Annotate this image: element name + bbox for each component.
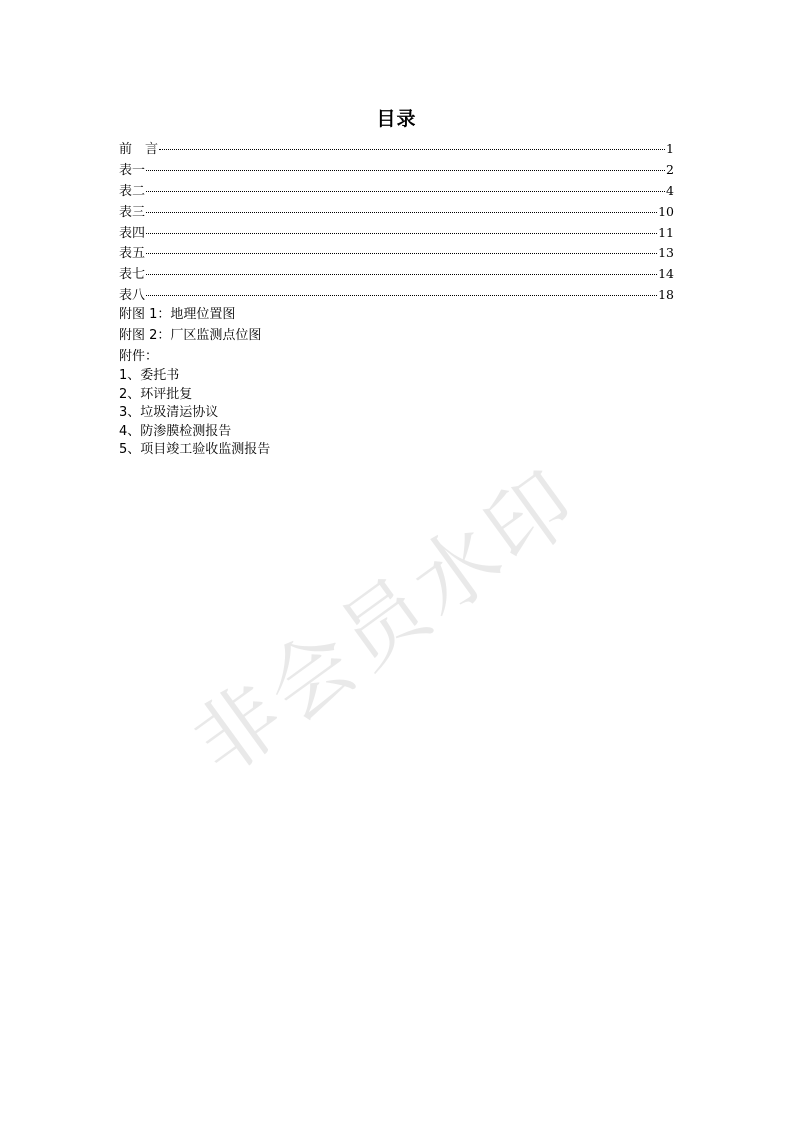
toc-leader-dots <box>159 149 665 150</box>
toc-leader-dots <box>146 295 657 296</box>
toc-entry[interactable] <box>119 139 674 160</box>
toc-page-number: 1 <box>666 141 674 156</box>
attachments-heading: 附件： <box>119 349 159 364</box>
toc-label: 表四 <box>119 225 146 241</box>
toc-entry[interactable] <box>119 243 674 264</box>
watermark: 非会员水印 <box>175 450 598 794</box>
toc-label: 表七 <box>119 267 146 283</box>
toc-label: 表五 <box>119 246 146 262</box>
attachment-item: 4、防渗膜检测报告 <box>119 423 232 439</box>
toc-entry[interactable] <box>119 285 674 306</box>
toc-leader-dots <box>146 253 657 254</box>
toc-leader-dots <box>146 170 665 171</box>
toc-label: 表八 <box>119 288 146 304</box>
toc-label: 前 言 <box>119 142 159 157</box>
toc-leader-dots <box>146 233 657 234</box>
attachment-item: 2、环评批复 <box>119 386 193 402</box>
toc-label: 表一 <box>119 162 146 178</box>
toc-entry[interactable] <box>119 181 674 202</box>
toc-label: 表二 <box>119 183 146 199</box>
page-title: 目录 <box>376 108 417 130</box>
toc-entry[interactable] <box>119 202 674 223</box>
attachment-item: 1、委托书 <box>119 368 180 383</box>
toc-page-number: 10 <box>658 203 674 219</box>
toc-leader-dots <box>146 274 657 275</box>
toc-page-number: 18 <box>658 287 674 303</box>
toc-entry[interactable] <box>119 160 674 181</box>
toc-page-number: 14 <box>658 266 674 282</box>
table-of-contents <box>119 139 674 306</box>
toc-page-number: 4 <box>666 182 674 198</box>
toc-leader-dots <box>146 212 657 213</box>
toc-page-number: 13 <box>658 245 674 261</box>
toc-entry[interactable] <box>119 223 674 244</box>
toc-entry[interactable] <box>119 264 674 285</box>
appendix-figure-2: 附图 2：厂区监测点位图 <box>119 328 262 343</box>
toc-leader-dots <box>146 191 665 192</box>
appendix-figure-1: 附图 1：地理位置图 <box>119 307 236 322</box>
attachment-item: 3、垃圾清运协议 <box>119 405 219 420</box>
toc-label: 表三 <box>119 204 146 220</box>
toc-page-number: 2 <box>666 161 674 177</box>
toc-page-number: 11 <box>658 224 674 240</box>
attachment-item: 5、项目竣工验收监测报告 <box>119 442 271 457</box>
